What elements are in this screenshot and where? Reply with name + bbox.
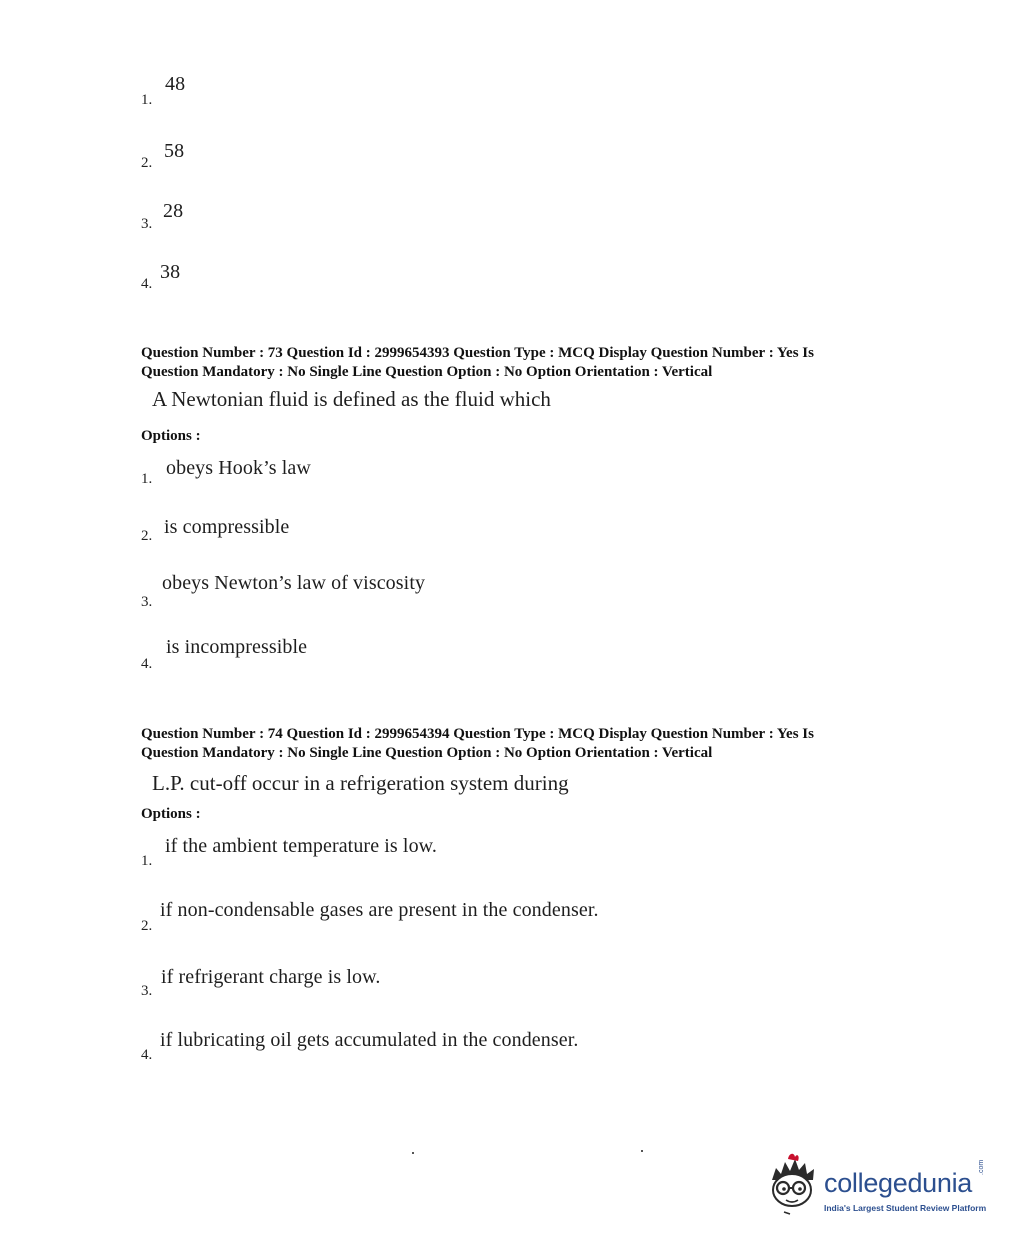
option-text: 38 bbox=[160, 261, 181, 283]
option-number: 4. bbox=[141, 1047, 153, 1063]
option-text: 48 bbox=[165, 73, 186, 95]
option-number: 4. bbox=[141, 276, 153, 292]
option-number: 3. bbox=[141, 594, 153, 610]
option-number: 2. bbox=[141, 528, 153, 544]
mascot-icon bbox=[764, 1150, 824, 1230]
option-text: if refrigerant charge is low. bbox=[161, 966, 381, 988]
question-stem: L.P. cut-off occur in a refrigeration system during bbox=[152, 771, 569, 795]
option-number: 4. bbox=[141, 656, 153, 672]
option-text: if non-condensable gases are present in the condenser. bbox=[160, 899, 599, 921]
option-text: if lubricating oil gets accumulated in the condenser. bbox=[160, 1029, 579, 1051]
scan-speck bbox=[412, 1152, 414, 1154]
brand-name: collegedunia bbox=[824, 1168, 973, 1198]
question-stem: A Newtonian fluid is defined as the fluid which bbox=[152, 387, 551, 411]
question-meta-line1: Question Number : 73 Question Id : 2999654393 Question Type : MCQ Display Question Number : Yes Is bbox=[141, 345, 814, 361]
option-number: 3. bbox=[141, 983, 153, 999]
option-text: obeys Hook’s law bbox=[166, 457, 311, 479]
option-text: obeys Newton’s law of viscosity bbox=[162, 572, 426, 594]
option-text: if the ambient temperature is low. bbox=[165, 835, 438, 857]
brand-suffix: .com bbox=[978, 1159, 985, 1175]
option-number: 1. bbox=[141, 92, 153, 108]
option-number: 1. bbox=[141, 853, 153, 869]
question-meta-line1: Question Number : 74 Question Id : 2999654394 Question Type : MCQ Display Question Number : Yes Is bbox=[141, 726, 814, 742]
option-text: 58 bbox=[164, 140, 185, 162]
scan-speck bbox=[641, 1150, 643, 1152]
collegedunia-logo bbox=[764, 1150, 990, 1230]
option-number: 2. bbox=[141, 155, 153, 171]
option-text: is incompressible bbox=[166, 636, 308, 658]
option-number: 3. bbox=[141, 216, 153, 232]
question-meta-line2: Question Mandatory : No Single Line Question Option : No Option Orientation : Vertical bbox=[141, 745, 713, 761]
options-label: Options : bbox=[141, 428, 201, 444]
question-meta-line2: Question Mandatory : No Single Line Question Option : No Option Orientation : Vertical bbox=[141, 364, 713, 380]
option-text: 28 bbox=[163, 200, 184, 222]
brand-tagline: India's Largest Student Review Platform bbox=[824, 1203, 987, 1213]
option-number: 2. bbox=[141, 918, 153, 934]
option-number: 1. bbox=[141, 471, 153, 487]
option-text: is compressible bbox=[164, 516, 290, 538]
options-label: Options : bbox=[141, 806, 201, 822]
